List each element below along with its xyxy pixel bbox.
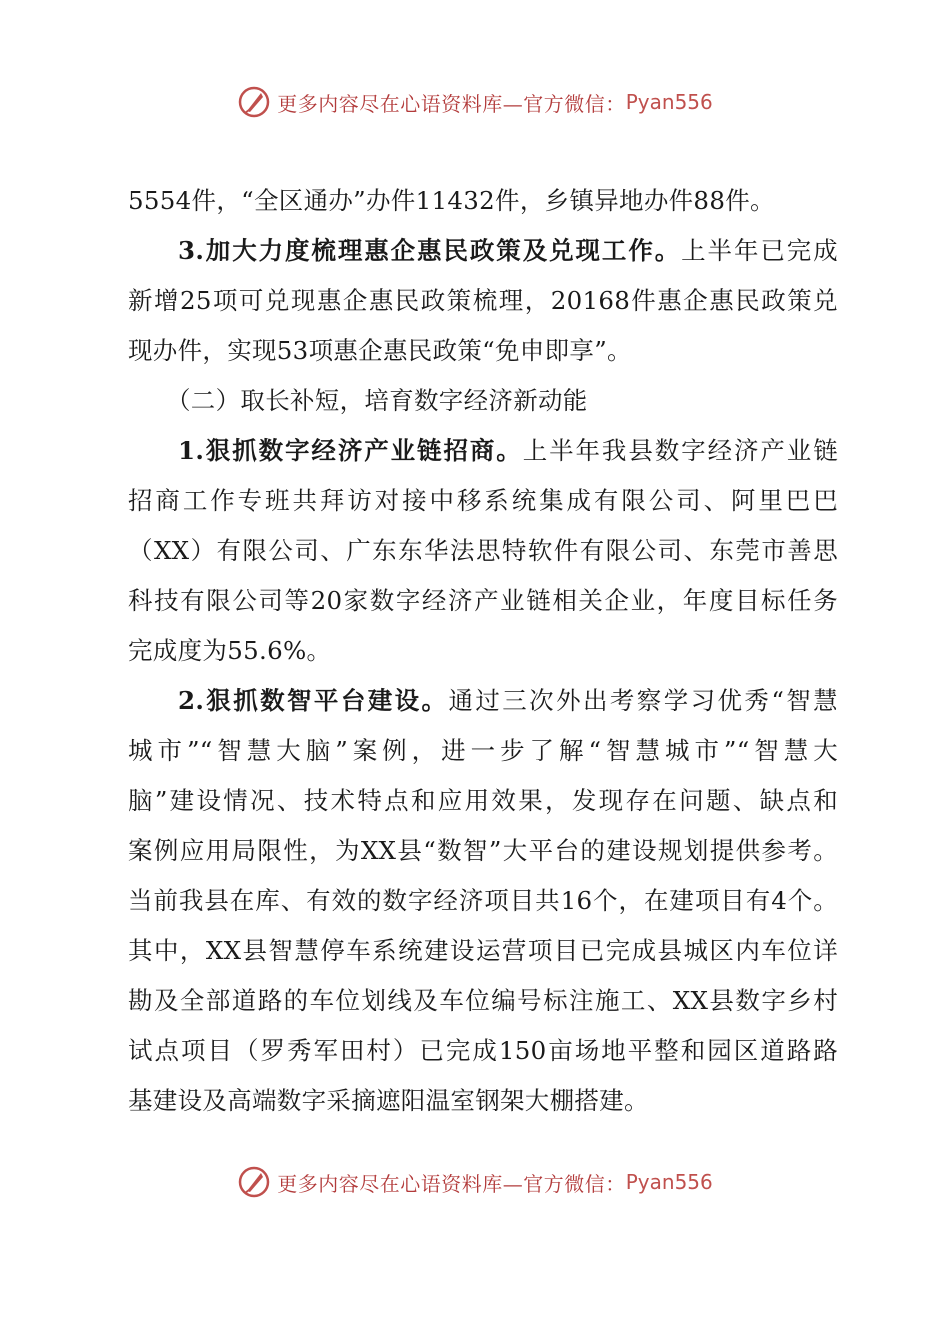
paragraph-2-heading: 2.狠抓数智平台建设。 bbox=[178, 686, 449, 715]
quill-pen-logo-icon bbox=[237, 1165, 271, 1199]
text-line: 勘及全部道路的车位划线及车位编号标注施工、XX县数字乡村 bbox=[128, 986, 838, 1015]
text-line: 招商工作专班共拜访对接中移系统集成有限公司、阿里巴巴 bbox=[128, 486, 838, 515]
header-banner bbox=[0, 82, 950, 122]
text-line: 现办件，实现53项惠企惠民政策“免申即享”。 bbox=[128, 336, 632, 365]
text-line: （XX）有限公司、广东东华法思特软件有限公司、东莞市善思 bbox=[128, 536, 838, 565]
header-banner-text: 更多内容尽在心语资料库—官方微信： bbox=[277, 91, 626, 116]
footer-banner bbox=[0, 1162, 950, 1202]
text-line: 科技有限公司等20家数字经济产业链相关企业，年度目标任务 bbox=[128, 586, 838, 615]
text-line: 完成度为55.6%。 bbox=[128, 636, 332, 665]
paragraph-3-heading: 3.加大力度梳理惠企惠民政策及兑现工作。 bbox=[178, 236, 682, 265]
quill-pen-logo-icon bbox=[237, 85, 271, 119]
text-line: 基建设及高端数字采摘遮阳温室钢架大棚搭建。 bbox=[128, 1086, 649, 1115]
header-wechat-id: Pyan556 bbox=[625, 90, 713, 114]
text-line: 试点项目（罗秀军田村）已完成150亩场地平整和园区道路路 bbox=[128, 1036, 838, 1065]
paragraph-1-heading: 1.狠抓数字经济产业链招商。 bbox=[178, 436, 523, 465]
text-line: 5554件，“全区通办”办件11432件，乡镇异地办件88件。 bbox=[128, 186, 775, 215]
text-line: 新增25项可兑现惠企惠民政策梳理，20168件惠企惠民政策兑 bbox=[128, 286, 838, 315]
footer-wechat-id: Pyan556 bbox=[625, 1170, 713, 1194]
document-body bbox=[128, 176, 838, 1126]
section-2-title: （二）取长补短，培育数字经济新动能 bbox=[166, 386, 588, 415]
text-line: 脑”建设情况、技术特点和应用效果，发现存在问题、缺点和 bbox=[128, 786, 838, 815]
text-line: 案例应用局限性，为XX县“数智”大平台的建设规划提供参考。 bbox=[128, 836, 838, 865]
footer-banner-text: 更多内容尽在心语资料库—官方微信： bbox=[277, 1171, 626, 1196]
paragraph-1-line-1: 1.狠抓数字经济产业链招商。上半年我县数字经济产业链 bbox=[178, 436, 838, 465]
paragraph-2-line-1: 2.狠抓数智平台建设。通过三次外出考察学习优秀“智慧 bbox=[178, 686, 838, 715]
text-line: 当前我县在库、有效的数字经济项目共16个，在建项目有4个。 bbox=[128, 886, 838, 915]
text-line: 城市”“智慧大脑”案例，进一步了解“智慧城市”“智慧大 bbox=[128, 736, 838, 765]
text-line: 其中，XX县智慧停车系统建设运营项目已完成县城区内车位详 bbox=[128, 936, 838, 965]
paragraph-3-line-1: 3.加大力度梳理惠企惠民政策及兑现工作。上半年已完成 bbox=[178, 236, 838, 265]
